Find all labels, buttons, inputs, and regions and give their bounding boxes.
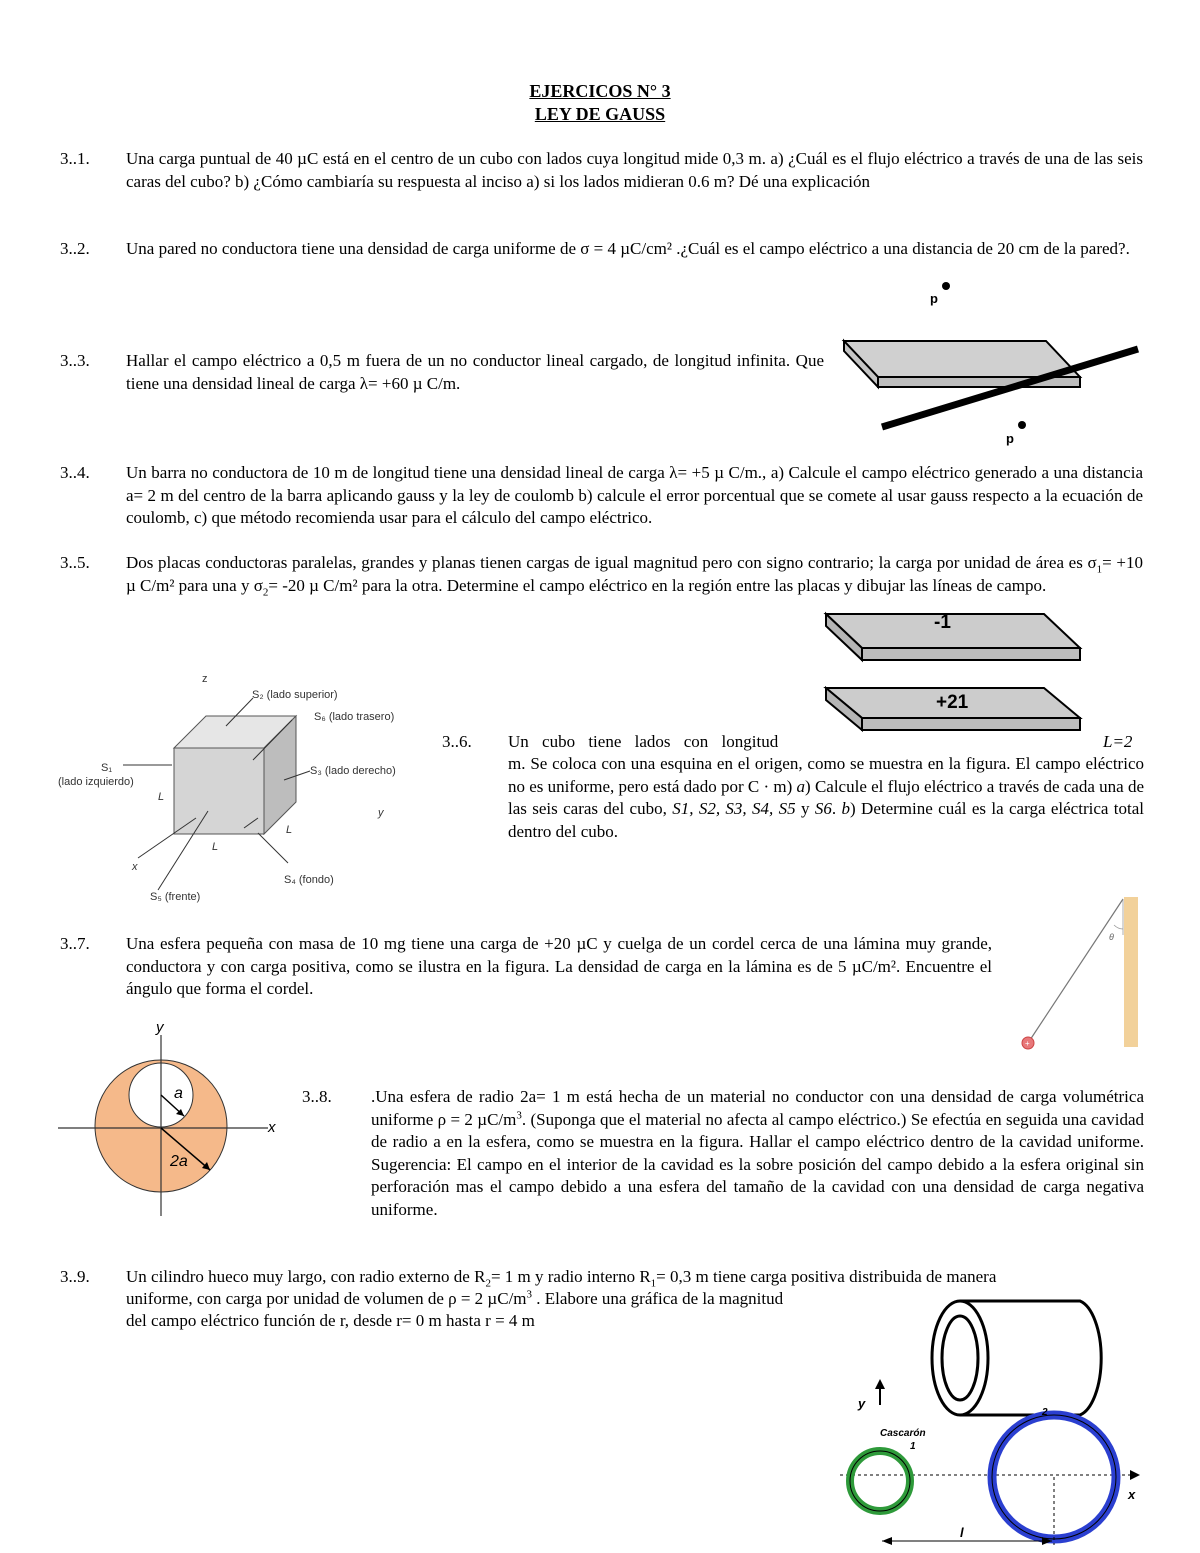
- exercise-text-6: m. Se coloca con una esquina en el origen, como se muestra en la figura. El campo eléctrico no es uniforme, pero está dado por C · m) a) Calcule el flujo eléctrico a través de cada una de las seis caras del cubo, S1, S2, S3, S4, S5 y S6. b) Determine cuál es la carga eléctrica total dentro del cubo.: [508, 754, 1145, 841]
- s1-sublabel: (lado izquierdo): [58, 776, 134, 788]
- exercise-text-8: .Una esfera de radio 2a= 1 m está hecha de un material no conductor con una densidad de carga volumétrica uniforme ρ = 2 $\mu C/m^3$. (Suponga que el material no afecta al campo eléctrico.) Se efectúa en seguida una cavidad de radio a en la esfera, como se muestra en la figura. Hallar el campo eléctrico dentro de la cavidad uniforme. Sugerencia: El campo en el interior de la cavidad es la sobre posición del campo debido a la esfera original sin perforación mas el campo debido a una esfera del tamaño de la cavidad con una densidad de carga negativa uniforme.: [371, 1087, 1144, 1219]
- parallel-plates-figure: [820, 600, 1090, 735]
- point-p-top-label: p: [930, 291, 938, 306]
- exercise-number-5: 3..5.: [60, 553, 90, 572]
- axis-z-label: z: [202, 673, 208, 685]
- exercise-number-3: 3..3.: [60, 351, 90, 370]
- sphere-plus-sign: +: [1025, 1039, 1030, 1048]
- s3-label: S₃ (lado derecho): [310, 765, 396, 777]
- axis-y-label: y: [156, 1020, 164, 1036]
- exercise-number-9: 3..9.: [60, 1267, 90, 1286]
- plate-line-figure: [840, 275, 1150, 455]
- axis-x-label: x: [1128, 1487, 1136, 1502]
- exercise-number-4: 3..4.: [60, 463, 90, 482]
- bottom-plate-label: +21: [936, 692, 969, 713]
- charged-sheet: [1124, 897, 1138, 1047]
- sphere-cavity-figure: [58, 1020, 283, 1220]
- title-line-1: EJERCICOS N° 3: [529, 81, 671, 101]
- exercise-number-2: 3..2.: [60, 239, 90, 258]
- exercise-text-1: Una carga puntual de 40 µC está en el centro de un cubo con lados cuya longitud mide 0,3 m. a) ¿Cuál es el flujo eléctrico a través de una de las seis caras del cubo? b) ¿Cómo cambiaría su respuesta al inciso a) si los lados midieran 0.6 m? Dé una explicación: [126, 149, 1143, 191]
- cascaron-label: Cascarón: [880, 1428, 926, 1439]
- point-p-top-dot: [942, 282, 950, 290]
- exercise-number-7: 3..7.: [60, 934, 90, 953]
- exercise-text-7: Una esfera pequeña con masa de 10 mg tiene una carga de +20 µC y cuelga de un cordel cerca de una lámina muy grande, conductora y con carga positiva, como se ilustra en la figura. La densidad de carga en la lámina es de 5 µC/m². Encuentre el ángulo que forma el cordel.: [126, 934, 992, 998]
- s2-label: S₂ (lado superior): [252, 689, 338, 701]
- edge-L-right: L: [286, 824, 293, 836]
- distance-l-label: l: [960, 1525, 964, 1540]
- angle-theta-label: θ: [1109, 932, 1114, 942]
- s5-label: S₅ (frente): [150, 891, 201, 903]
- s6-label: S₆ (lado trasero): [314, 711, 395, 723]
- two-shells-figure: [840, 1375, 1150, 1553]
- pendulum-figure: [1010, 895, 1145, 1055]
- exercise-number-8: 3..8.: [302, 1087, 332, 1106]
- shell-1-label: 1: [910, 1441, 916, 1452]
- edge-L-left: L: [158, 791, 165, 803]
- top-plate-label: -1: [934, 612, 951, 633]
- top-plate: [826, 612, 1080, 660]
- axis-x-label: x: [268, 1119, 276, 1136]
- exercise-text-9-line1: Un cilindro hueco muy largo, con radio externo de $R_2= 1$ m y radio interno $R_1= 0,3$ m tiene carga positiva distribuida de manera: [126, 1267, 997, 1290]
- green-shell-outline: [850, 1451, 910, 1511]
- s1-label: S₁: [101, 762, 113, 774]
- cube-front: [174, 748, 264, 834]
- radius-2a-label: 2a: [170, 1153, 188, 1170]
- exercise-text-6-line1b: L=2: [1103, 732, 1133, 751]
- exercise-text-9-line3: del campo eléctrico función de r, desde r= 0 m hasta r = 4 m: [126, 1311, 535, 1330]
- exercise-text-2: Una pared no conductora tiene una densidad de carga uniforme de σ = 4 µC/cm² .¿Cuál es el campo eléctrico a una distancia de 20 cm de la pared?.: [126, 239, 1130, 258]
- axis-y-label: y: [378, 807, 384, 819]
- edge-L-bottom: L: [212, 841, 219, 853]
- point-p-bottom-label: p: [1006, 431, 1014, 446]
- axis-y-label: y: [858, 1396, 866, 1411]
- string: [1030, 899, 1123, 1040]
- exercise-number-6: 3..6.: [442, 732, 472, 751]
- cube-faces-figure: [48, 668, 428, 910]
- exercise-text-4: Un barra no conductora de 10 m de longitud tiene una densidad lineal de carga λ= +5 µ C/m., a) Calcule el campo eléctrico generado a una distancia a= 2 m del centro de la barra aplicando gauss y la ley de coulomb b) calcule el error porcentual que se comete al usar gauss respecto a la ecuación de coulomb, c) que método recomienda usar para el cálculo del campo eléctrico.: [126, 463, 1143, 527]
- exercise-text-9-line2: uniforme, con carga por unidad de volumen de ρ = 2 $\mu C/m^3$ . Elabore una gráfica de la magnitud: [126, 1288, 784, 1308]
- exercise-text-3: Hallar el campo eléctrico a 0,5 m fuera de un no conductor lineal cargado, de longitud infinita. Que tiene una densidad lineal de carga λ= +60 µ C/m.: [126, 351, 824, 393]
- axis-x-label: x: [132, 861, 138, 873]
- s4-label: S₄ (fondo): [284, 874, 334, 886]
- point-p-bottom-dot: [1018, 421, 1026, 429]
- bottom-plate: [826, 688, 1080, 730]
- exercise-text-6-line1a: Un cubo tiene lados con longitud: [508, 732, 779, 751]
- shell-2-label: 2: [1042, 1407, 1048, 1418]
- angle-arc: [1114, 925, 1123, 929]
- title-line-2: LEY DE GAUSS: [534, 104, 666, 124]
- plate-top-face: [844, 341, 1080, 377]
- radius-a-label: a: [174, 1085, 183, 1102]
- exercise-number-1: 3..1.: [60, 149, 90, 168]
- exercise-text-5: Dos placas conductoras paralelas, grandes y planas tienen cargas de igual magnitud pero con signo contrario; la carga por unidad de área es $\sigma_1= +10$ µ C/m² para una y $\sigma_2= -20$ µ C/m² para la otra. Determine el campo eléctrico en la región entre las placas y dibujar las líneas de campo.: [126, 553, 1143, 598]
